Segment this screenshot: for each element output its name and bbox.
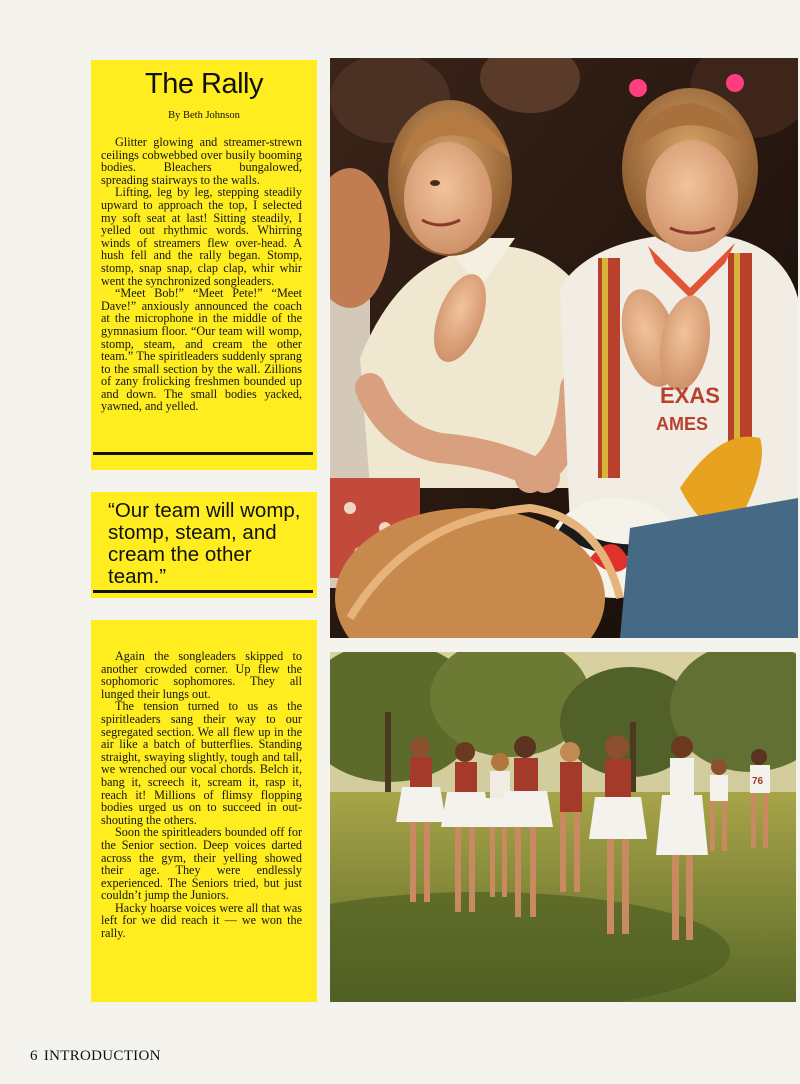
paragraph: Again the songleaders skipped to another crowded corner. Up flew the sophomoric sophomores. They all lunged their lungs out. xyxy=(101,649,302,701)
article-body-part2 xyxy=(101,650,302,940)
paragraph: Soon the spiritleaders bounded off for the Senior section. Deep voices darted across the gym, their yelling showed their age. They were endlessly experienced. The Seniors tried, but just couldn’t jump the Juniors. xyxy=(101,825,302,903)
article-byline: By Beth Johnson xyxy=(168,110,240,121)
paragraph: “Meet Bob!” “Meet Pete!” “Meet Dave!” anxiously announced the coach at the microphone in the middle of the gymnasium floor. “Our team will womp, stomp, steam, and cream the other team.” The spiritleaders suddenly sprang to the small section by the wall. Zillions of zany frolicking freshmen bounded up and down. The small bodies yacked, yawned, and yelled. xyxy=(101,286,302,414)
article-panel-continued xyxy=(91,620,317,1002)
paragraph: The tension turned to us as the spiritleaders sang their way to our segregated section. We all flew up in the air like a batch of butterflies. Standing straight, swaying slightly, tough and tall, we wrenched our vocal chords. Belch it, bang it, screech it, scream it, rasp it, reach it! Millions of flimsy flopping bodies urged us on to succeed in out-shouting the others. xyxy=(101,699,302,827)
paragraph: Hacky hoarse voices were all that was left for we did reach it — we won the rally. xyxy=(101,900,302,941)
paragraph: Glitter glowing and streamer-strewn ceilings cobwebbed over busily booming bodies. Bleachers bungalowed, spreading stairways to the walls. xyxy=(101,135,302,187)
divider-rule xyxy=(93,590,313,593)
article-panel xyxy=(91,60,317,470)
pull-quote-panel xyxy=(91,492,317,598)
svg-text:76: 76 xyxy=(752,776,764,787)
bleachers-crowd-photo xyxy=(330,58,798,638)
section-label: INTRODUCTION xyxy=(43,1048,161,1064)
svg-text:AMES: AMES xyxy=(656,414,709,434)
article-title: The Rally xyxy=(145,68,263,100)
divider-rule xyxy=(93,452,313,455)
paragraph: Lifting, leg by leg, stepping steadily upward to approach the top, I selected my soft seat at last! Sitting steadily, I yelled out rhythmic words. Whirring winds of streamers flew over-head. A hush fell and the rally began. Stomp, stomp, snap snap, clap clap, whir whir went the synchronized songleaders. xyxy=(101,185,302,288)
page-number: 6 xyxy=(30,1048,38,1064)
svg-text:EXAS: EXAS xyxy=(660,383,720,408)
page-footer xyxy=(30,1048,167,1065)
songleaders-field-photo xyxy=(330,652,796,1002)
article-body-part1 xyxy=(101,136,302,413)
pull-quote: “Our team will womp, stomp, steam, and cream the other team.” xyxy=(108,499,301,588)
